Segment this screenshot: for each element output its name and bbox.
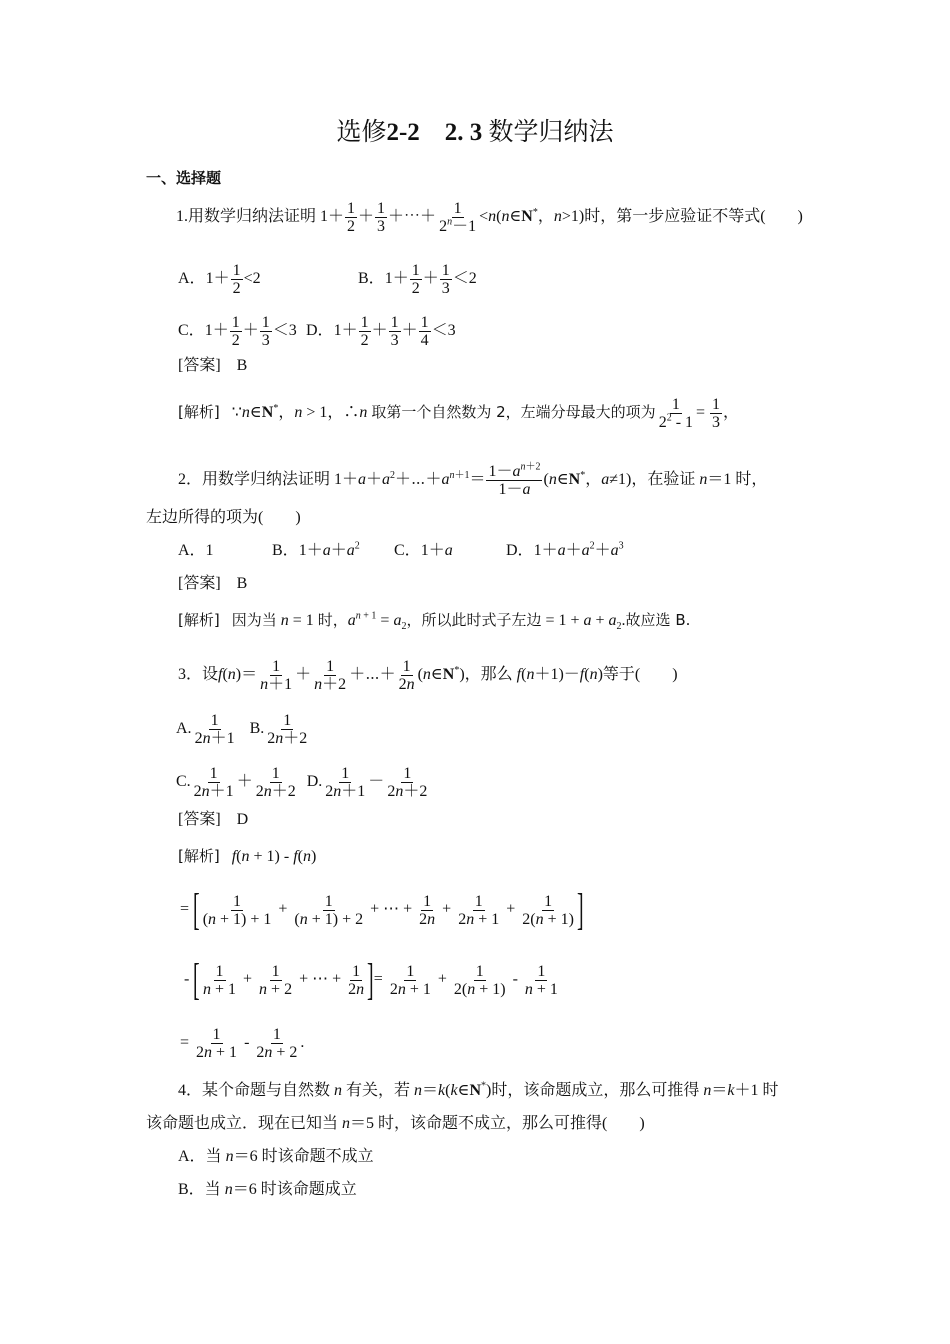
fraction: $\frac{1}{2n+2}$ <box>255 765 296 800</box>
fraction: $\frac{1}{2n+1}$ <box>194 712 235 747</box>
fraction: $\frac{1}{3}$ <box>441 262 450 297</box>
q1-option-d: D．1＋ $\frac{1}{2}$ ＋ $\frac{1}{3}$ ＋ $\frac{1}{4}$ ＜3 <box>306 314 456 349</box>
page-title: 选修2-2 2. 3 数学归纳法 <box>336 119 614 146</box>
q1-answer: [答案] B <box>178 357 248 374</box>
q3-stem: 3．设f(n)＝ $\frac{1}{n+1}$ ＋ $\frac{1}{n+2}$ ＋⋯＋ $\frac{1}{2n}$ (n∈N*)，那么 f(n＋1)－f(n)等于( ) <box>178 658 678 693</box>
fraction: $\frac{1}{3}$ <box>261 314 270 349</box>
q1-stem: 1.用数学归纳法证明 1＋ $\frac{1}{2}$ ＋ $\frac{1}{3}$ ＋⋯＋ $\frac{1}{2^n-1}$ <n(n∈N*，n>1)时，第一步应验证不等式( ) <box>176 200 803 235</box>
fraction: $\frac{1}{2n+2}$ <box>267 712 308 747</box>
fraction: $\frac{1}{4}$ <box>420 314 429 349</box>
q3-answer: [答案] D <box>178 811 249 828</box>
fraction: $\frac{1}{n + 1}$ <box>202 962 237 998</box>
q4-stem-line2: 该命题也成立．现在已知当 n＝5 时，该命题不成立，那么可推得( ) <box>146 1115 645 1132</box>
fraction: $\frac{1}{3}$ <box>377 200 386 235</box>
fraction: $\frac{1}{n + 2}$ <box>259 962 293 998</box>
q1-option-a: A．1＋ $\frac{1}{2}$ <2 <box>178 262 261 297</box>
fraction: $\frac{1}{2}$ <box>231 314 240 349</box>
fraction: $\frac{1}{2}$ <box>232 262 241 297</box>
section-heading: 一、选择题 <box>146 169 222 187</box>
fraction: $\frac{1}{2n + 2}$ <box>256 1026 298 1061</box>
q1-analysis: [解析] ∵n∈N*，n > 1，∴n 取第一个自然数为 2，左端分母最大的项为 $\frac{1}{2^2 - 1}$ = $\frac{1}{3}$ ， <box>178 396 740 431</box>
fraction: $\frac{1}{(n + 1) + 2}$ <box>294 892 364 928</box>
fraction: $\frac{1}{2n}$ <box>398 658 415 693</box>
fraction: $\frac{1}{2}$ <box>347 200 356 235</box>
fraction: $\frac{1}{3}$ <box>390 314 399 349</box>
q1-option-c: C．1＋ $\frac{1}{2}$ ＋ $\frac{1}{3}$ ＜3 <box>178 314 297 349</box>
q2-stem: 2．用数学归纳法证明 $1+a+a^2+\cdots+a^{n+1}=$ $\frac{1-a^{n+2}}{1-a}$ (n∈N*，a≠1)，在验证 n＝1 时， <box>178 461 768 498</box>
fraction: $\frac{1}{2n+2}$ <box>387 765 428 800</box>
fraction: $\frac{1}{2n}$ <box>419 892 436 928</box>
fraction: $\frac{1}{n+1}$ <box>260 658 293 693</box>
q3-analysis: [解析] f(n + 1) - f(n) <box>178 847 317 865</box>
q4-option-a: A．当 n＝6 时该命题不成立 <box>178 1148 374 1165</box>
fraction: $\frac{1}{3}$ <box>712 396 721 431</box>
q4-stem-line1: 4．某个命题与自然数 n 有关，若 n＝k(k∈N*)时，该命题成立，那么可推得 n＝k＋1 时 <box>178 1080 779 1099</box>
q3-options-ab: A. $\frac{1}{2n+1}$ B. $\frac{1}{2n+2}$ <box>176 712 308 747</box>
fraction: $\frac{1}{n + 1}$ <box>524 962 558 998</box>
fraction: $\frac{1}{2n+1}$ <box>193 765 234 800</box>
fraction: $\frac{1}{2n + 1}$ <box>458 892 500 928</box>
fraction: $\frac{1}{2(n + 1)}$ <box>522 892 574 928</box>
q2-option-d: D．$1+a+a^2+a^3$ <box>506 540 624 559</box>
q2-option-a: A．1 <box>178 542 214 559</box>
q4-option-b: B．当 n＝6 时该命题成立 <box>178 1181 357 1198</box>
fraction: $\frac{1}{2}$ <box>360 314 369 349</box>
fraction: $\frac{1-a^{n+2}}{1-a}$ <box>488 461 541 498</box>
q2-option-c: C．1＋a <box>394 542 453 559</box>
q3-analysis-step2: - [ $\frac{1}{n + 1}$ + $\frac{1}{n + 2}$ + ⋯ + $\frac{1}{2n}$ ]= $\frac{1}{2n + 1}$ + $\frac{1}{2(n + 1)}$ - $\frac{1}{n + 1}$ <box>184 955 558 1004</box>
fraction: $\frac{1}{(n + 1) + 1}$ <box>202 892 272 928</box>
q2-answer: [答案] B <box>178 575 248 592</box>
fraction: $\frac{1}{2n + 1}$ <box>389 962 431 998</box>
q2-stem-line2: 左边所得的项为( ) <box>146 509 301 526</box>
fraction: $\frac{1}{2}$ <box>411 262 420 297</box>
fraction: $\frac{1}{2n}$ <box>348 962 365 998</box>
fraction: $\frac{1}{2^n-1}$ <box>439 200 477 235</box>
fraction: $\frac{1}{2(n + 1)}$ <box>453 962 506 998</box>
q3-options-cd: C. $\frac{1}{2n+1}$ ＋ $\frac{1}{2n+2}$ D. $\frac{1}{2n+1}$ － $\frac{1}{2n+2}$ <box>176 765 428 800</box>
fraction: $\frac{1}{2^2 - 1}$ <box>658 396 694 431</box>
fraction: $\frac{1}{2n + 1}$ <box>196 1026 238 1061</box>
q2-analysis: [解析] 因为当 n = 1 时，$a^{n + 1} = a_2$，所以此时式子左边 = $1 + a + a_2$.故应选 B. <box>178 610 691 633</box>
q3-analysis-step1: = [ $\frac{1}{(n + 1) + 1}$ + $\frac{1}{(n + 1) + 2}$ + ⋯ + $\frac{1}{2n}$ + $\frac{1}{2n + 1}$ + $\frac{1}{2(n + 1)}$ ] <box>180 885 584 934</box>
q2-option-b: B．$1+a+a^2$ <box>272 540 360 559</box>
fraction: $\frac{1}{2n+1}$ <box>325 765 366 800</box>
fraction: $\frac{1}{n+2}$ <box>314 658 347 693</box>
q3-analysis-step3: = $\frac{1}{2n + 1}$ - $\frac{1}{2n + 2}$ . <box>180 1026 305 1061</box>
q1-option-b: B．1＋ $\frac{1}{2}$ ＋ $\frac{1}{3}$ ＜2 <box>358 262 477 297</box>
